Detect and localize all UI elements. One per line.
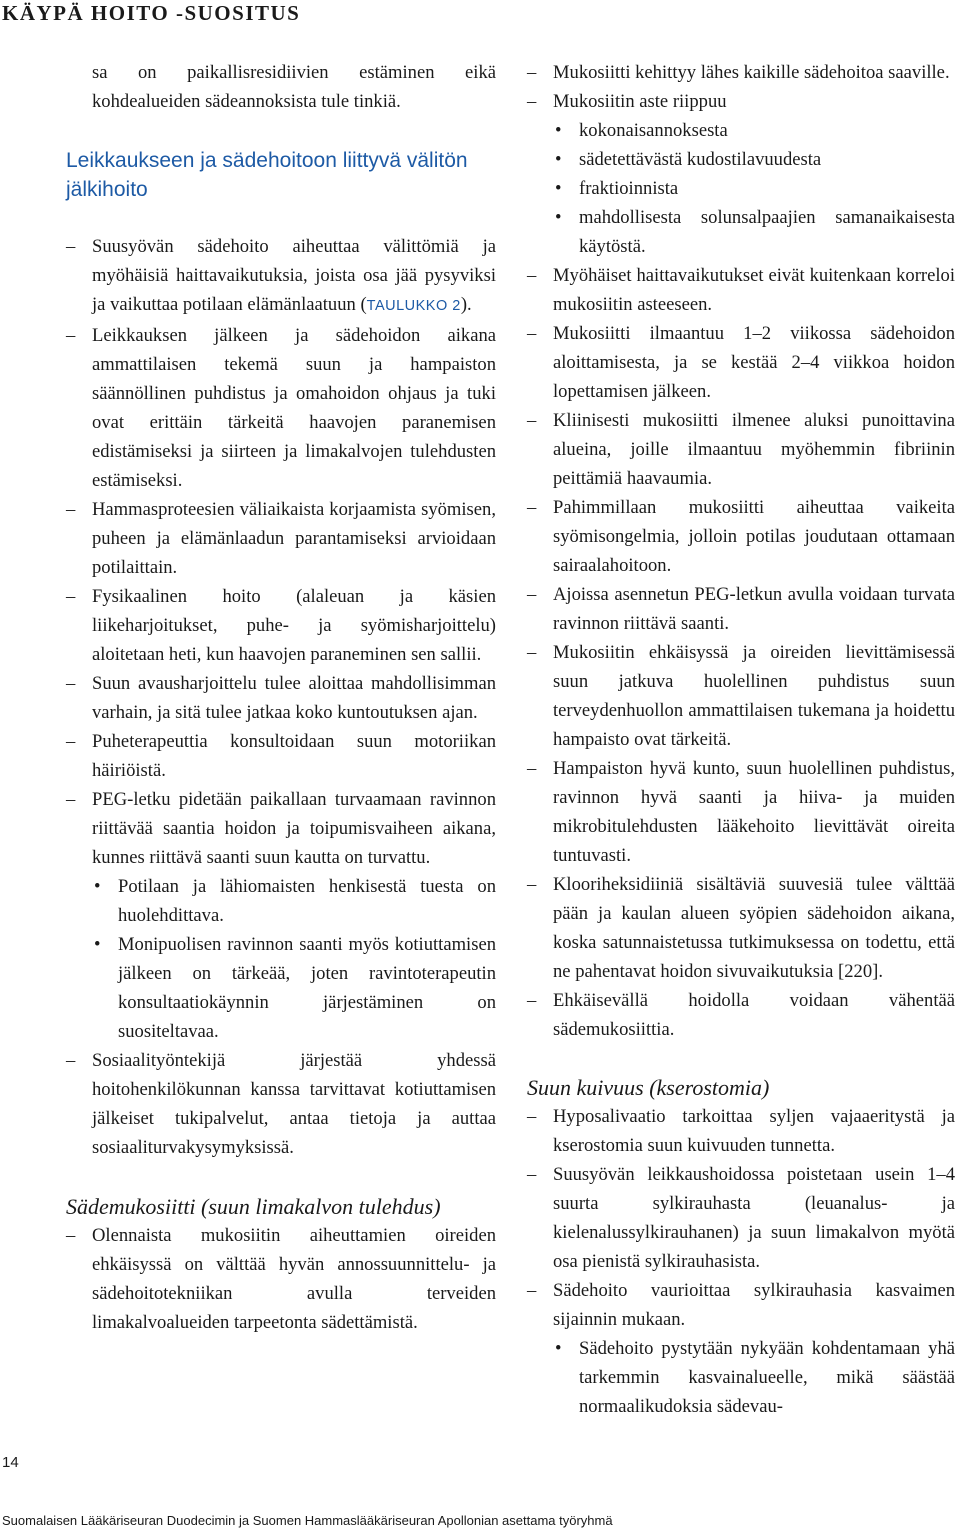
- bullet-marker: •: [555, 207, 562, 228]
- list-item: [66, 1221, 496, 1337]
- list-item: [66, 727, 496, 785]
- list-item-text: Klooriheksidiiniä sisältäviä suuvesiä tulee välttää pään ja kaulan alueen syöpien sädehoidon aikana, koska satunnaistetussa tutkimuksessa on todettu, että ne pahentavat hoidon sivuvaikutuksia [220].: [553, 874, 955, 982]
- dash-marker: –: [66, 673, 76, 694]
- list-item: [527, 406, 955, 493]
- list-item-text: Mukosiitti kehittyy lähes kaikille sädehoitoa saaville.: [553, 62, 950, 83]
- list-item: [527, 580, 955, 638]
- running-header: KÄYPÄ HOITO -SUOSITUS: [2, 1, 301, 25]
- dash-marker: –: [66, 1050, 76, 1071]
- bullet-marker: •: [555, 149, 562, 170]
- list-item: [527, 986, 955, 1044]
- list-item-text: Fysikaalinen hoito (alaleuan ja käsien liikeharjoitukset, puhe- ja syömisharjoittelu) aloitetaan heti, kun haavojen paraneminen sen sallii.: [92, 586, 496, 665]
- bullet-item-text: fraktioinnista: [579, 178, 679, 199]
- list-item: [527, 319, 955, 406]
- dash-marker: –: [66, 499, 76, 520]
- dash-marker: –: [66, 325, 76, 346]
- dash-marker: –: [66, 731, 76, 752]
- bullet-item-text: mahdollisesta solunsalpaajien samanaikaisesta käytöstä.: [579, 207, 955, 257]
- list-item: [66, 1046, 496, 1162]
- list-item-text: Sosiaalityöntekijä järjestää yhdessä hoitohenkilökunnan kanssa tarvittavat kotiuttamisen jälkeiset tukipalvelut, antaa tietoja ja auttaa sosiaaliturvakysymyksissä.: [92, 1050, 496, 1158]
- list-item: [527, 1276, 955, 1334]
- dash-marker: –: [66, 586, 76, 607]
- bullet-item-text: Sädehoito pystytään nykyään kohdentamaan yhä tarkemmin kasvainalueelle, mikä säästää normaalikudoksia sädevau-: [579, 1338, 955, 1417]
- list-item: [527, 1102, 955, 1160]
- list-item: [527, 87, 955, 116]
- page-footer: Suomalaisen Lääkäriseuran Duodecimin ja Suomen Hammaslääkäriseuran Apollonian asettama työryhmä: [2, 1513, 613, 1528]
- list-item: [66, 582, 496, 669]
- list-item-text: Myöhäiset haittavaikutukset eivät kuitenkaan korreloi mukosiitin asteeseen.: [553, 265, 955, 315]
- bullet-item: [66, 872, 496, 930]
- dash-marker: –: [527, 1106, 537, 1127]
- bullet-marker: •: [555, 120, 562, 141]
- list-item-text: Pahimmillaan mukosiitti aiheuttaa vaikeita syömisongelmia, jolloin potilas joudutaan ottamaan sairaalahoitoon.: [553, 497, 955, 576]
- dash-marker: –: [527, 1164, 537, 1185]
- dash-marker: –: [527, 758, 537, 779]
- list-item-text-end: ).: [460, 294, 472, 315]
- dash-marker: –: [527, 990, 537, 1011]
- dash-marker: –: [66, 789, 76, 810]
- list-item: [66, 232, 496, 321]
- intro-paragraph: sa on paikallisresidiivien estäminen eikä kohdealueiden sädeannoksista tule tinkiä.: [92, 62, 496, 112]
- list-item-text: Ajoissa asennetun PEG-letkun avulla voidaan turvata ravinnon riittävä saanti.: [553, 584, 955, 634]
- bullet-marker: •: [555, 1338, 562, 1359]
- bullet-item: [527, 145, 955, 174]
- list-item-text: Ehkäisevällä hoidolla voidaan vähentää sädemukosiittia.: [553, 990, 955, 1040]
- dash-marker: –: [527, 265, 537, 286]
- dash-marker: –: [527, 497, 537, 518]
- list-item-text: Suusyövän sädehoito aiheuttaa välittömiä ja myöhäisiä haittavaikutuksia, joista osa jää pysyviksi ja vaikuttaa potilaan elämänlaatuun (: [92, 236, 496, 315]
- dash-marker: –: [527, 642, 537, 663]
- bullet-item: [527, 116, 955, 145]
- list-item-text: Mukosiitin ehkäisyssä ja oireiden lievittämisessä suun jatkuva huolellinen puhdistus suun terveydenhuollon ammattilaisen tukemana ja hoidettu hampaisto ovat tärkeitä.: [553, 642, 955, 750]
- list-item-text: Sädehoito vaurioittaa sylkirauhasia kasvaimen sijainnin mukaan.: [553, 1280, 955, 1330]
- bullet-marker: •: [555, 178, 562, 199]
- list-item-text: Suusyövän leikkaushoidossa poistetaan usein 1–4 suurta sylkirauhasta (leuanalus- ja kielenalussylkirauhanen) ja suun limakalvon myötä osa pienistä sylkirauhasista.: [553, 1164, 955, 1272]
- list-item: [527, 754, 955, 870]
- bullet-item-text: kokonaisannoksesta: [579, 120, 728, 141]
- dash-marker: –: [66, 236, 76, 257]
- list-item: [66, 321, 496, 495]
- list-item: [66, 495, 496, 582]
- list-item-text: Leikkauksen jälkeen ja sädehoidon aikana ammattilaisen tekemä suun ja hampaiston säännöllinen puhdistus ja omahoidon ohjaus ja tuki ovat erittäin tärkeitä haavojen paranemisen edistämiseksi ja siirteen ja limakalvojen tulehdusten estämiseksi.: [92, 325, 496, 491]
- bullet-item: [527, 174, 955, 203]
- bullet-marker: •: [94, 934, 101, 955]
- dash-marker: –: [527, 410, 537, 431]
- list-item-text: Mukosiitin aste riippuu: [553, 91, 727, 112]
- list-item: [527, 261, 955, 319]
- list-item-text: PEG-letku pidetään paikallaan turvaamaan ravinnon riittävää saantia hoidon ja toipumisvaiheen aikana, kunnes riittävä saanti suun kautta on turvattu.: [92, 789, 496, 868]
- bullet-item: [527, 203, 955, 261]
- dash-marker: –: [527, 62, 537, 83]
- bullet-marker: •: [94, 876, 101, 897]
- list-item-text: Hampaiston hyvä kunto, suun huolellinen puhdistus, ravinnon hyvä saanti ja hiiva- ja muiden mikrobitulehdusten lääkehoito lievittävät oireita tuntuvasti.: [553, 758, 955, 866]
- dash-marker: –: [527, 323, 537, 344]
- dash-marker: –: [527, 1280, 537, 1301]
- section-heading-xerostomia: Suun kuivuus (kserostomia): [527, 1075, 770, 1100]
- list-item-text: Suun avausharjoittelu tulee aloittaa mahdollisimman varhain, ja sitä tulee jatkaa koko kuntoutuksen ajan.: [92, 673, 496, 723]
- list-item-text: Olennaista mukosiitin aiheuttamien oireiden ehkäisyssä on välttää hyvän annossuunnittelu- ja sädehoitotekniikan avulla terveiden limakalvoalueiden tarpeetonta sädettämistä.: [92, 1225, 496, 1333]
- dash-marker: –: [66, 1225, 76, 1246]
- dash-marker: –: [527, 584, 537, 605]
- list-item: [527, 493, 955, 580]
- section-heading-mucositis: Sädemukosiitti (suun limakalvon tulehdus): [66, 1194, 441, 1219]
- list-item: [527, 58, 955, 87]
- list-item: [66, 785, 496, 872]
- bullet-item: [527, 1334, 955, 1421]
- list-item: [527, 638, 955, 754]
- list-item-text: Hyposalivaatio tarkoittaa syljen vajaaeritystä ja kserostomia suun kuivuuden tunnetta.: [553, 1106, 955, 1156]
- bullet-item-text: Monipuolisen ravinnon saanti myös kotiuttamisen jälkeen on tärkeää, joten ravintoterapeutin konsultaatiokäynnin järjestäminen on suositeltavaa.: [118, 934, 496, 1042]
- list-item-text: Puheterapeuttia konsultoidaan suun motoriikan häiriöistä.: [92, 731, 496, 781]
- page-number: 14: [2, 1454, 19, 1471]
- left-column: [66, 58, 496, 1337]
- list-item: [66, 669, 496, 727]
- bullet-item: [66, 930, 496, 1046]
- bullet-item-text: Potilaan ja lähiomaisten henkisestä tuesta on huolehdittava.: [118, 876, 496, 926]
- bullet-item-text: sädetettävästä kudostilavuudesta: [579, 149, 822, 170]
- list-item-text: Kliinisesti mukosiitti ilmenee aluksi punoittavina alueina, joille ilmaantuu myöhemmin fibriinin peittämiä haavaumia.: [553, 410, 955, 489]
- section-heading-aftercare: Leikkaukseen ja sädehoitoon liittyvä välitön jälkihoito: [66, 149, 468, 201]
- table-2-link[interactable]: TAULUKKO 2: [366, 298, 461, 314]
- list-item-text: Hammasproteesien väliaikaista korjaamista syömisen, puheen ja elämänlaadun parantamiseksi arvioidaan potilaittain.: [92, 499, 496, 578]
- list-item-text: Mukosiitti ilmaantuu 1–2 viikossa sädehoidon aloittamisesta, ja se kestää 2–4 viikkoa hoidon lopettamisen jälkeen.: [553, 323, 955, 402]
- list-item: [527, 1160, 955, 1276]
- right-column: [527, 58, 955, 1421]
- dash-marker: –: [527, 91, 537, 112]
- list-item: [527, 870, 955, 986]
- dash-marker: –: [527, 874, 537, 895]
